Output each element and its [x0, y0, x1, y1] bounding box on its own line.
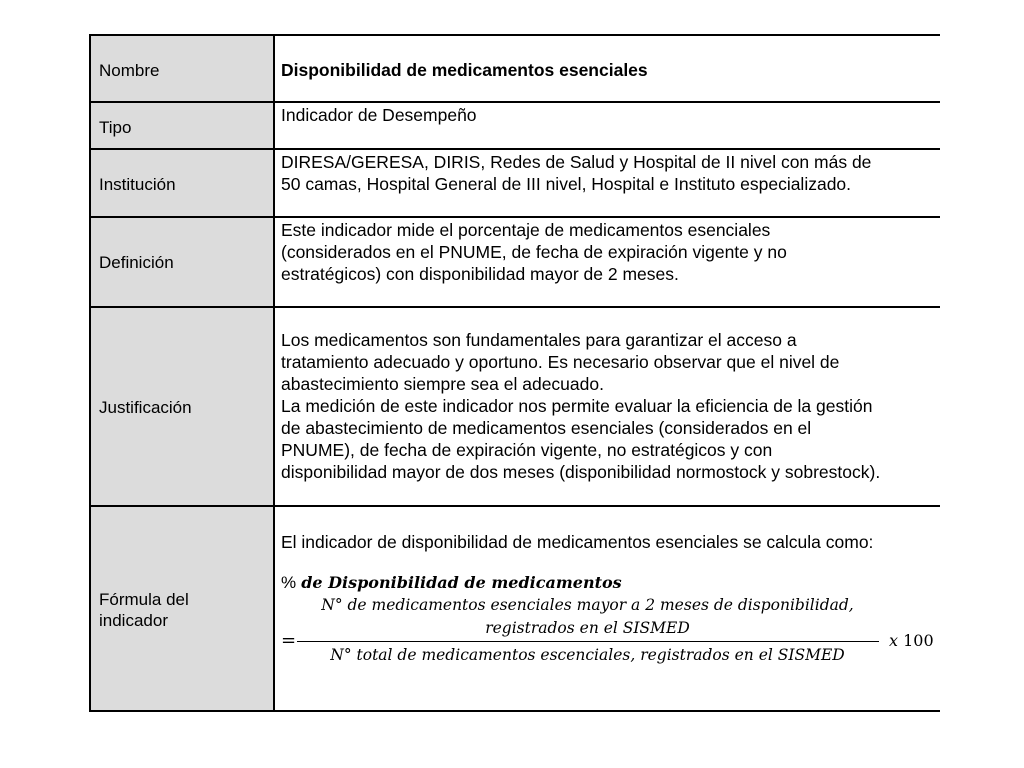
indicator-institution: DIRESA/GERESA, DIRIS, Redes de Salud y Hospital de II nivel con más de 50 camas, Hospital General de III nivel, Hospital e Instituto especializado.: [281, 152, 872, 194]
formula-equals-sign: =: [281, 630, 297, 651]
row-label-institucion: Institución: [99, 175, 176, 194]
row-label-cell: [89, 218, 275, 308]
row-label-justificacion: Justificación: [99, 398, 192, 417]
table-row-tipo: [89, 101, 940, 150]
formula-numerator-line-2: registrados en el SISMED: [485, 619, 690, 637]
formula-title-text: de Disponibilidad de medicamentos: [301, 573, 622, 592]
row-value-cell: [275, 507, 940, 710]
table-row-nombre: [89, 34, 940, 103]
row-value-cell: [275, 103, 940, 150]
formula-multiplier: [889, 631, 934, 651]
formula-multiplier-symbol: x: [889, 631, 899, 650]
table-row-definicion: [89, 216, 940, 308]
row-label-cell: [89, 103, 275, 150]
table-row-formula: [89, 505, 940, 712]
row-label-cell: [89, 36, 275, 103]
percent-sign: %: [281, 573, 297, 592]
row-label-cell: [89, 308, 275, 507]
formula-intro-text: El indicador de disponibilidad de medicamentos esenciales se calcula como:: [281, 532, 874, 552]
row-label-formula: Fórmula del indicador: [99, 590, 189, 630]
indicator-definition: Este indicador mide el porcentaje de medicamentos esenciales (considerados en el PNUME, de fecha de expiración vigente y no estratégicos) con disponibilidad mayor de 2 meses.: [281, 220, 787, 284]
row-value-cell: [275, 36, 940, 103]
formula-denominator: N° total de medicamentos escenciales, registrados en el SISMED: [330, 646, 845, 664]
indicator-justification: Los medicamentos son fundamentales para garantizar el acceso a tratamiento adecuado y oportuno. Es necesario observar que el nivel de abastecimiento siempre sea el adecuado. La medición de este indicador nos permite evaluar la eficiencia de la gestión de abastecimiento de medicamentos esenciales (considerados en el PNUME), de fecha de expiración vigente, no estratégicos y con disponibilidad mayor de dos meses (disponibilidad normostock y sobrestock).: [281, 330, 881, 482]
row-value-cell: [275, 150, 940, 218]
table-row-institucion: [89, 148, 940, 218]
formula-multiplier-value: 100: [903, 631, 934, 650]
table-row-justificacion: [89, 306, 940, 507]
row-label-nombre: Nombre: [99, 61, 160, 80]
indicator-type: Indicador de Desempeño: [281, 105, 477, 125]
row-label-cell: [89, 150, 275, 218]
indicator-sheet-table: [89, 34, 940, 712]
row-value-cell: [275, 218, 940, 308]
row-value-cell: [275, 308, 940, 507]
row-label-cell: [89, 507, 275, 710]
row-label-tipo: Tipo: [99, 118, 132, 137]
formula-numerator-line-1: N° de medicamentos esenciales mayor a 2 meses de disponibilidad,: [321, 596, 854, 614]
row-label-definicion: Definición: [99, 253, 174, 272]
formula-fraction-bar: [297, 641, 879, 642]
formula-title: [281, 573, 622, 593]
indicator-name: Disponibilidad de medicamentos esenciales: [281, 60, 648, 80]
